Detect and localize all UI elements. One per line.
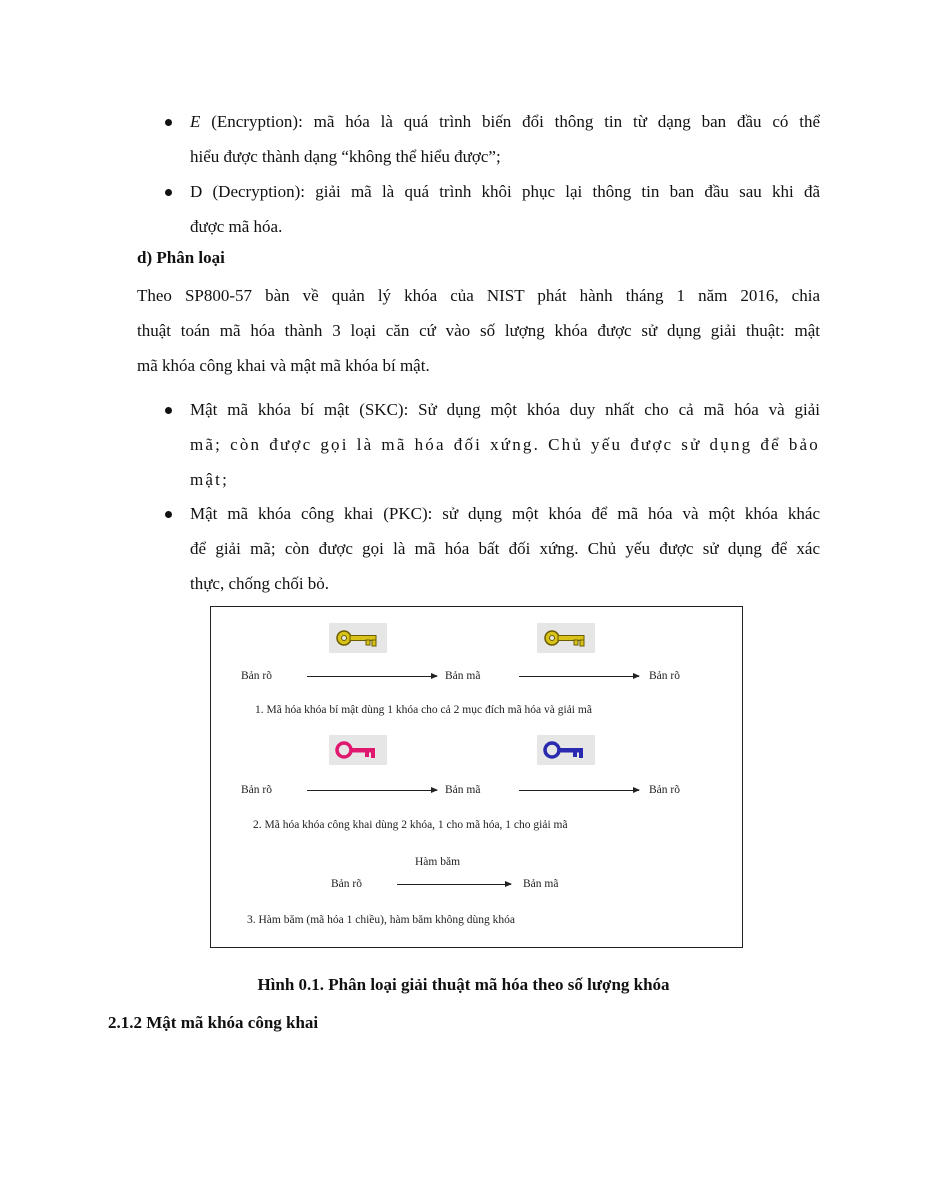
bullet-line: D (Decryption): giải mã là quá trình khôi phục lại thông tin ban đầu sau khi đã bbox=[190, 182, 820, 201]
bullet-dot bbox=[165, 119, 172, 126]
paragraph-line: Theo SP800-57 bàn về quản lý khóa của NIST phát hành tháng 1 năm 2016, chia bbox=[137, 286, 820, 305]
arrow-right bbox=[397, 884, 511, 885]
bullet-dot bbox=[165, 189, 172, 196]
bullet-decryption bbox=[190, 174, 820, 244]
arrow-right bbox=[519, 676, 639, 677]
arrow-right bbox=[307, 790, 437, 791]
encryption-types-figure bbox=[210, 606, 743, 948]
figure-caption: Hình 0.1. Phân loại giải thuật mã hóa theo số lượng khóa bbox=[257, 975, 670, 994]
golden-key-icon bbox=[329, 623, 387, 653]
bullet-line: mật; bbox=[190, 470, 230, 489]
bullet-pkc bbox=[190, 496, 820, 601]
ciphertext-label: Bản mã bbox=[523, 878, 559, 890]
plaintext-label: Bản rõ bbox=[649, 670, 680, 682]
golden-key-icon bbox=[537, 623, 595, 653]
subheading: d) Phân loại bbox=[137, 248, 225, 267]
section-title: 2.1.2 Mật mã khóa công khai bbox=[108, 1013, 319, 1032]
bullet-line: hiểu được thành dạng “không thể hiểu được”; bbox=[190, 147, 501, 166]
arrow-right bbox=[519, 790, 639, 791]
bullet-encryption bbox=[190, 104, 820, 174]
plaintext-label: Bản rõ bbox=[331, 878, 362, 890]
plaintext-label: Bản rõ bbox=[241, 670, 272, 682]
row3-caption: 3. Hàm băm (mã hóa 1 chiều), hàm băm không dùng khóa bbox=[247, 914, 515, 926]
bullet-line: E (Encryption): mã hóa là quá trình biến đổi thông tin từ dạng ban đầu có thể bbox=[190, 112, 820, 131]
bullet-line: Mật mã khóa công khai (PKC): sử dụng một khóa để mã hóa và một khóa khác bbox=[190, 504, 820, 523]
pink-key-icon bbox=[329, 735, 387, 765]
blue-key-icon bbox=[537, 735, 595, 765]
term-e: E bbox=[190, 112, 201, 131]
paragraph-line: thuật toán mã hóa thành 3 loại căn cứ vào số lượng khóa được sử dụng giải thuật: mật bbox=[137, 321, 820, 340]
hash-function-label: Hàm băm bbox=[415, 856, 461, 868]
plaintext-label: Bản rõ bbox=[241, 784, 272, 796]
bullet-line: mã; còn được gọi là mã hóa đối xứng. Chủ yếu được sử dụng để bảo bbox=[190, 435, 820, 454]
bullet-line: để giải mã; còn được gọi là mã hóa bất đối xứng. Chủ yếu được sử dụng để xác bbox=[190, 539, 820, 558]
bullet-line: được mã hóa. bbox=[190, 217, 283, 236]
body-paragraph bbox=[137, 278, 820, 383]
bullet-line: Mật mã khóa bí mật (SKC): Sử dụng một khóa duy nhất cho cả mã hóa và giải bbox=[190, 400, 820, 419]
plaintext-label: Bản rõ bbox=[649, 784, 680, 796]
row1-caption: 1. Mã hóa khóa bí mật dùng 1 khóa cho cả 2 mục đích mã hóa và giải mã bbox=[255, 704, 592, 716]
bullet-dot bbox=[165, 407, 172, 414]
bullet-dot bbox=[165, 511, 172, 518]
ciphertext-label: Bản mã bbox=[445, 784, 481, 796]
bullet-line: thực, chống chối bỏ. bbox=[190, 574, 330, 593]
bullet-skc bbox=[190, 392, 820, 497]
paragraph-line: mã khóa công khai và mật mã khóa bí mật. bbox=[137, 356, 430, 375]
arrow-right bbox=[307, 676, 437, 677]
ciphertext-label: Bản mã bbox=[445, 670, 481, 682]
row2-caption: 2. Mã hóa khóa công khai dùng 2 khóa, 1 cho mã hóa, 1 cho giải mã bbox=[253, 819, 568, 831]
